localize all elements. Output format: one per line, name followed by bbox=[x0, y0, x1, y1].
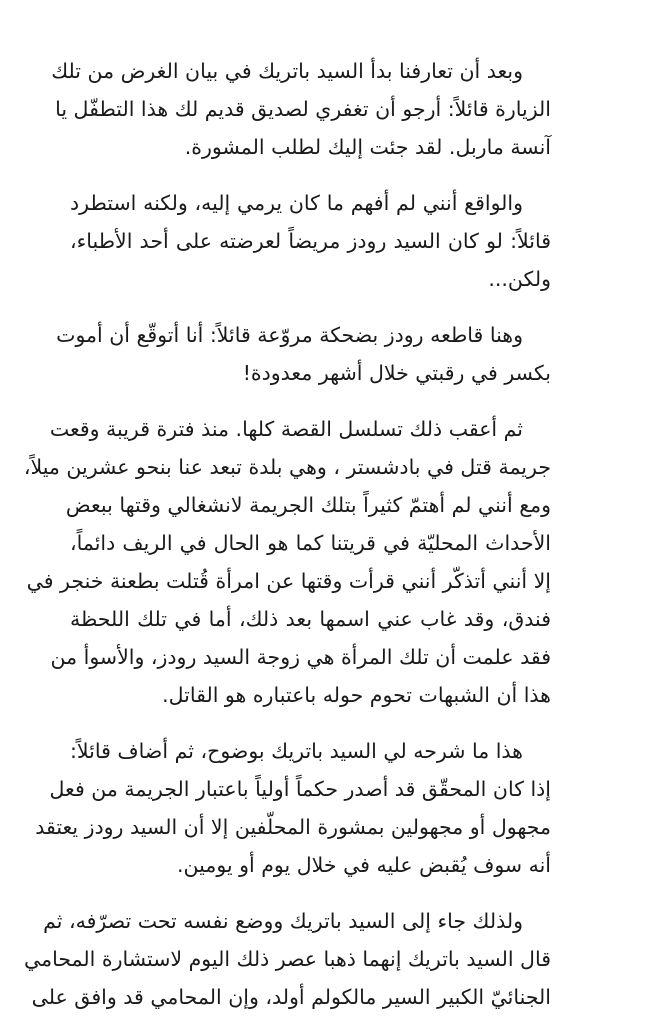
text-line: وبعد أن تعارفنا بدأ السيد باتريك في بيان الغرض من تلك bbox=[51, 59, 523, 83]
text-line: ثم أعقب ذلك تسلسل القصة كلها. منذ فترة قريبة وقعت bbox=[49, 417, 523, 441]
book-page bbox=[23, 52, 579, 1034]
text-line: جريمة قتل في بادشستر ، وهي بلدة تبعد عنا بنحو عشرين ميلاً، bbox=[23, 455, 551, 479]
text-line: إلا أنني أتذكّر أنني قرأت وقتها عن امرأة قُتلت بطعنة خنجر في bbox=[26, 569, 551, 593]
text-line: هذا ما شرحه لي السيد باتريك بوضوح، ثم أضاف قائلاً: bbox=[70, 739, 523, 763]
paragraph-2 bbox=[70, 184, 579, 298]
text-line: الجنائيّ الكبير السير مالكولم أولد، وإن المحامي قد وافق على bbox=[31, 985, 551, 1009]
text-line: هذا أن الشبهات تحوم حوله باعتباره هو القاتل. bbox=[162, 683, 551, 707]
text-line: مجهول أو مجهولين بمشورة المحلّفين إلا أن السيد رودز يعتقد bbox=[35, 815, 551, 839]
text-line: وهنا قاطعه رودز بضحكة مروّعة قائلاً: أنا أتوقّع أن أموت bbox=[56, 323, 523, 347]
paragraph-3 bbox=[56, 316, 579, 392]
text-line: فقد علمت أن تلك المرأة هي زوجة السيد رودز، والأسوأ من bbox=[50, 645, 551, 669]
text-line: الزيارة قائلاً: أرجو أن تغفري لصديق قديم لك هذا التطفّل يا bbox=[55, 97, 551, 121]
text-line: والواقع أنني لم أفهم ما كان يرمي إليه، ولكنه استطرد bbox=[70, 191, 523, 215]
paragraph-1 bbox=[51, 52, 579, 166]
paragraph-5 bbox=[35, 732, 579, 884]
text-line: إذا كان المحقّق قد أصدر حكماً أولياً باعتبار الجريمة من فعل bbox=[49, 777, 551, 801]
text-line: ولذلك جاء إلى السيد باتريك ووضع نفسه تحت تصرّفه، ثم bbox=[43, 909, 523, 933]
text-line: بكسر في رقبتي خلال أشهر معدودة! bbox=[242, 361, 551, 385]
text-line: ومع أنني لم أهتمّ كثيراً بتلك الجريمة لانشغالي وقتها ببعض bbox=[65, 493, 551, 517]
text-line: قائلاً: لو كان السيد رودز مريضاً لعرضته على أحد الأطباء، bbox=[70, 229, 551, 253]
text-line: الأحداث المحليّة في قريتنا كما هو الحال في الريف دائماً، bbox=[70, 531, 551, 555]
paragraph-6 bbox=[24, 902, 579, 1016]
text-line: فندق، وقد غاب عني اسمها بعد ذلك، أما في تلك اللحظة bbox=[70, 607, 551, 631]
paragraph-4 bbox=[23, 410, 579, 714]
text-line: أنه سوف يُقبض عليه في خلال يوم أو يومين. bbox=[177, 853, 551, 877]
text-line: آنسة ماربل. لقد جئت إليك لطلب المشورة. bbox=[184, 135, 551, 159]
text-line: قال السيد باتريك إنهما ذهبا عصر ذلك اليوم لاستشارة المحامي bbox=[24, 947, 551, 971]
text-line: ولكن... bbox=[488, 267, 551, 291]
